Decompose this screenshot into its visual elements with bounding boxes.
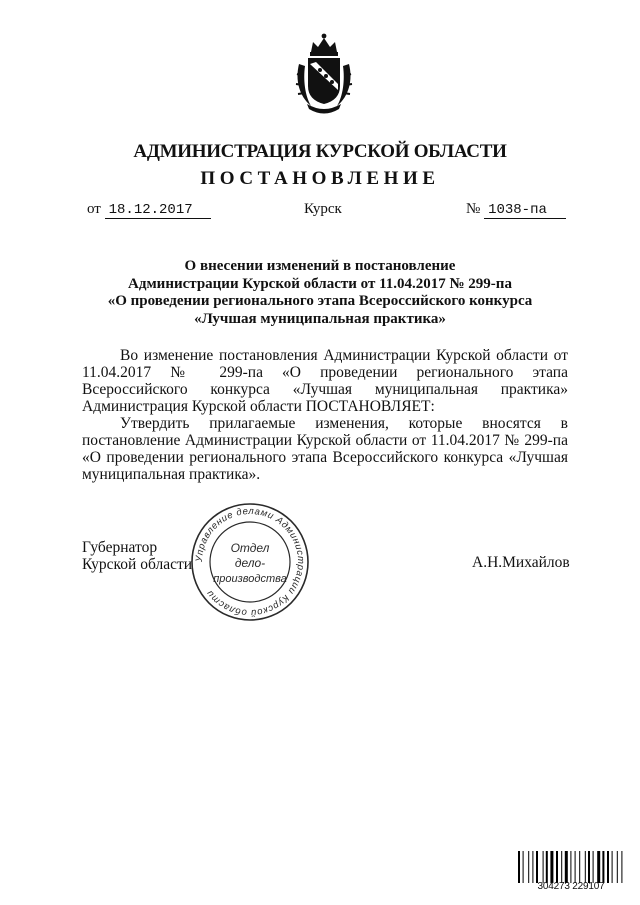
subject-line: О внесении изменений в постановление (184, 258, 456, 274)
signatory-name: А.Н.Михайлов (472, 554, 570, 571)
kursk-coat-of-arms-icon (293, 30, 355, 114)
body-paragraph-2: Утвердить прилагаемые изменения, которые вносятся в постановление Администрации Курской области от 11.04.2017 № 299-па «О проведении регионального этапа Всероссийского конкурса «Лучшая муниципальная практика». (82, 415, 568, 483)
number-value: 1038-па (484, 202, 566, 219)
signatory-title-line: Губернатор (82, 539, 158, 556)
document-subject (60, 258, 580, 328)
date-value: 18.12.2017 (105, 202, 211, 219)
date-prefix: от (87, 201, 101, 217)
signatory-title-line: Курской области (82, 556, 193, 573)
stamp-center-line: дело- (234, 556, 266, 570)
subject-line: «О проведении регионального этапа Всероссийского конкурса (107, 293, 533, 309)
document-number (466, 201, 566, 219)
document-type: ПОСТАНОВЛЕНИЕ (200, 168, 440, 189)
signatory-title (82, 539, 192, 573)
organization-name: АДМИНИСТРАЦИЯ КУРСКОЙ ОБЛАСТИ (133, 141, 507, 162)
barcode-number: 304273 229107 (537, 881, 605, 892)
barcode-icon (517, 851, 625, 883)
number-prefix: № (466, 201, 481, 217)
stamp-center-line: Отдел (230, 541, 270, 555)
office-stamp (188, 500, 312, 624)
stamp-ring-text: Управление делами Администрации Курской области (193, 505, 307, 619)
subject-line: «Лучшая муниципальная практика» (194, 310, 446, 327)
stamp-center-line: производства (213, 573, 287, 585)
body-paragraph-1: Во изменение постановления Администрации Курской области от 11.04.2017 № 299-па «О проведении регионального этапа Всероссийского конкурса «Лучшая муниципальная практика» Администрация Курской области ПОСТАНОВЛЯЕТ: (82, 347, 568, 415)
document-date (87, 201, 211, 219)
subject-line: Администрации Курской области от 11.04.2017 № 299-па (128, 275, 512, 292)
document-city: Курск (304, 201, 342, 217)
